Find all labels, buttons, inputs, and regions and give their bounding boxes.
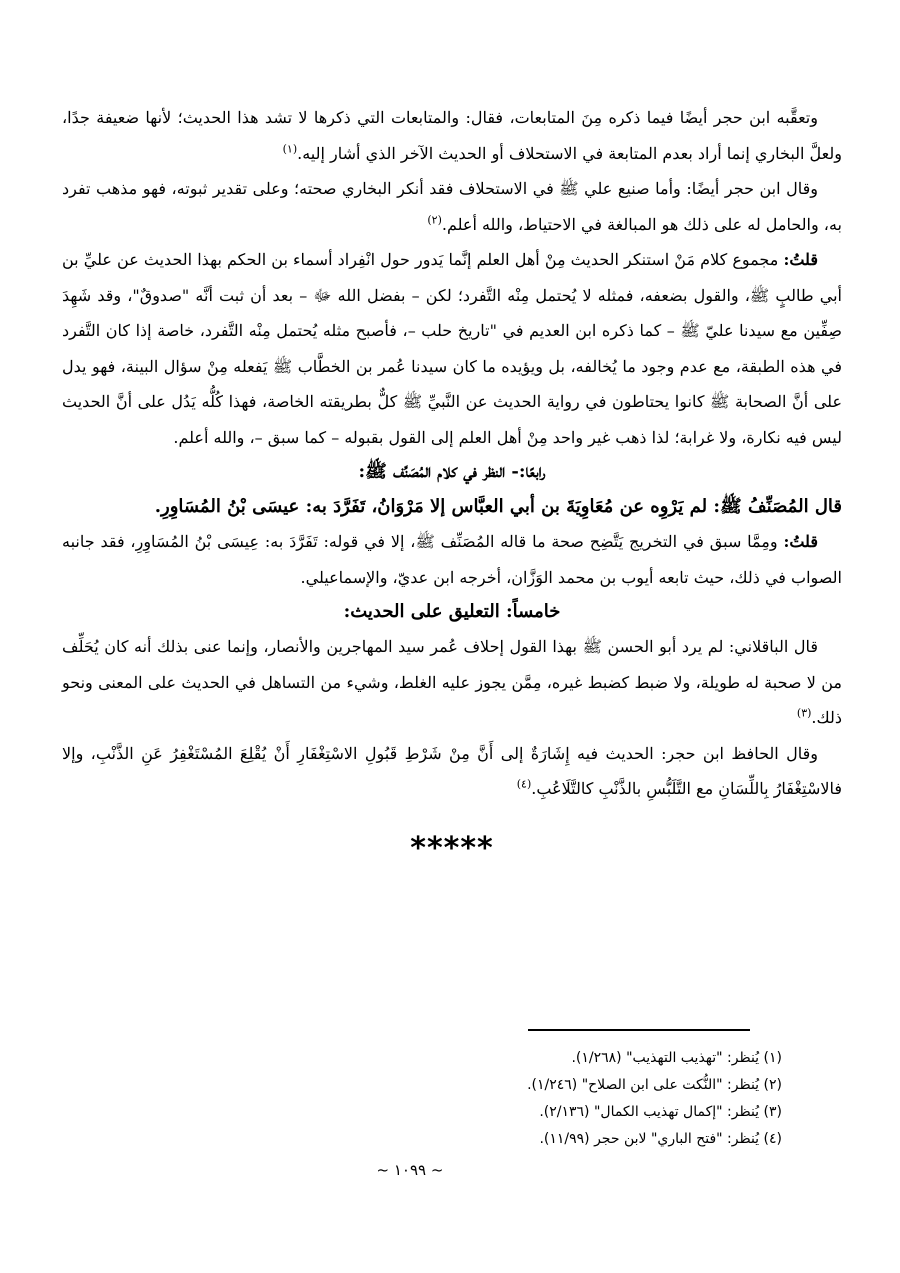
- paragraph-text: قال الباقلاني: لم يرد أبو الحسن ﷺ بهذا القول إحلاف عُمر سيد المهاجرين والأنصار، وإنما عنى بذلك أنه كان يُحَلِّف من لا صحبة له طويلة، ولا ضبط كضبط غيره، مِمَّن يجوز عليه الغلط، وشيء من التساهل في الحديث على المعنى ونحو ذلك.: [62, 637, 843, 727]
- footnote-ref: (٤): [516, 777, 532, 791]
- author-quote: [62, 489, 842, 524]
- paragraph: [62, 736, 842, 807]
- paragraph-text: وتعقَّبه ابن حجر أيضًا فيما ذكره مِنَ المتابعات، فقال: والمتابعات التي ذكرها لا تشد هذا الحديث؛ لأنها ضعيفة جدًا، ولعلَّ البخاري إنما أراد بعدم المتابعة في الاستحلاف أو الحديث الآخر الذي أشار إليه.: [62, 108, 842, 163]
- paragraph: [62, 171, 842, 242]
- paragraph: [62, 100, 842, 171]
- footnote-ref: (٣): [796, 706, 812, 720]
- section-heading: رابعًا:- النظر في كلام المُصَنِّف ﷺ:: [358, 461, 546, 482]
- paragraph: [62, 524, 842, 595]
- paragraph-text: ومِمَّا سبق في التخريج يَتَّضِح صحة ما قاله المُصَنِّف ﷺ، إلا في قوله: تَفَرَّدَ به: عِيسَى بْنُ المُسَاوِرِ، فقد جانبه الصواب في ذلك، حيث تابعه أيوب بن محمد الوَزَّان، أخرجه ابن عديّ، والإسماعيلي.: [62, 532, 842, 587]
- footnotes: [62, 1045, 782, 1153]
- paragraph-lead: قلتُ:: [783, 250, 818, 269]
- paragraph-text: وقال الحافظ ابن حجر: الحديث فيه إِشَارَةٌ إلى أَنَّ مِنْ شَرْطِ قَبُولِ الاسْتِغْفَارِ أَنْ يُقْلِعَ المُسْتَغْفِرُ عَنِ الذَّنْبِ، وإلا فالاسْتِغْفَارُ بِاللِّسَانِ مع التَّلَبُّسِ بالذَّنْبِ كالتَّلَاعُبِ.: [62, 743, 842, 798]
- footnote: (٣) يُنظر: "إكمال تهذيب الكمال" (٢/١٣٦).: [539, 1104, 782, 1120]
- main-text: [62, 100, 842, 869]
- footnote-divider: [528, 1029, 750, 1031]
- footnote: (٢) يُنظر: "النُّكت على ابن الصلاح" (١/٢٤٦).: [527, 1077, 782, 1093]
- paragraph: [62, 242, 842, 455]
- footnote-ref: (١): [282, 142, 298, 156]
- page-number: ~ ١٠٩٩ ~: [376, 1161, 444, 1179]
- paragraph: [62, 629, 842, 736]
- section-heading: خامساً: التعليق على الحديث:: [343, 601, 561, 622]
- paragraph-lead: قلتُ:: [783, 532, 818, 551]
- footnote: (٤) يُنظر: "فتح الباري" لابن حجر (١١/٩٩).: [539, 1131, 782, 1147]
- quote-text: لم يَرْوِه عن مُعَاوِيَةَ بن أبي العبَّاس إلا مَرْوَانُ، تَفَرَّدَ به: عيسَى بْنُ المُسَاوِرِ.: [154, 496, 708, 517]
- footnote-ref: (٢): [427, 213, 442, 227]
- footnote: (١) يُنظر: "تهذيب التهذيب" (١/٢٦٨).: [571, 1050, 782, 1066]
- paragraph-text: مجموع كلام مَنْ استنكر الحديث مِنْ أهل العلم إنَّما يَدور حول انْفِراد أسماء بن الحكم بهذا الحديث عن عليِّ بن أبي طالبٍ ﷺ، والقول بضعفه، فمثله لا يُحتمل مِنْه التَّفرد؛ لكن – بفضل الله ﷻ – بعد أن ثبت أنَّه "صدوقٌ"، وقد شَهِدَ صِفِّين مع سيدنا عليّ ﷺ – كما ذكره ابن العديم في "تاريخ حلب –، فأصبح مثله يُحتمل مِنْه التَّفرد، خاصة إذا كان التَّفرد في هذه الطبقة، مع عدم وجود ما يُخالفه، بل ويؤيده ما كان سيدنا عُمر بن الخطَّاب ﷺ يَفعله مِنْ سؤال البينة، فهو يدل على أنَّ الصحابة ﷺ كانوا يحتاطون في رواية الحديث عن النَّبيِّ ﷺ كلٌّ بطريقته الخاصة، فهذا كُلُّه يَدُل على أنَّ الحديث ليس فيه نكارة، ولا غرابة؛ لذا ذهب غير واحد مِنْ أهل العلم إلى القول بقبوله – كما سبق –، والله أعلم.: [62, 250, 842, 447]
- section-separator: *****: [410, 830, 494, 866]
- quote-lead: قال المُصَنِّفُ ﷺ:: [707, 496, 842, 517]
- paragraph-text: وقال ابن حجر أيضًا: وأما صنيع علي ﷺ في الاستحلاف فقد أنكر البخاري صحته؛ وعلى تقدير ثبوته، فهو مذهب تفرد به، والحامل له على ذلك هو المبالغة في الاحتياط، والله أعلم.: [62, 179, 842, 234]
